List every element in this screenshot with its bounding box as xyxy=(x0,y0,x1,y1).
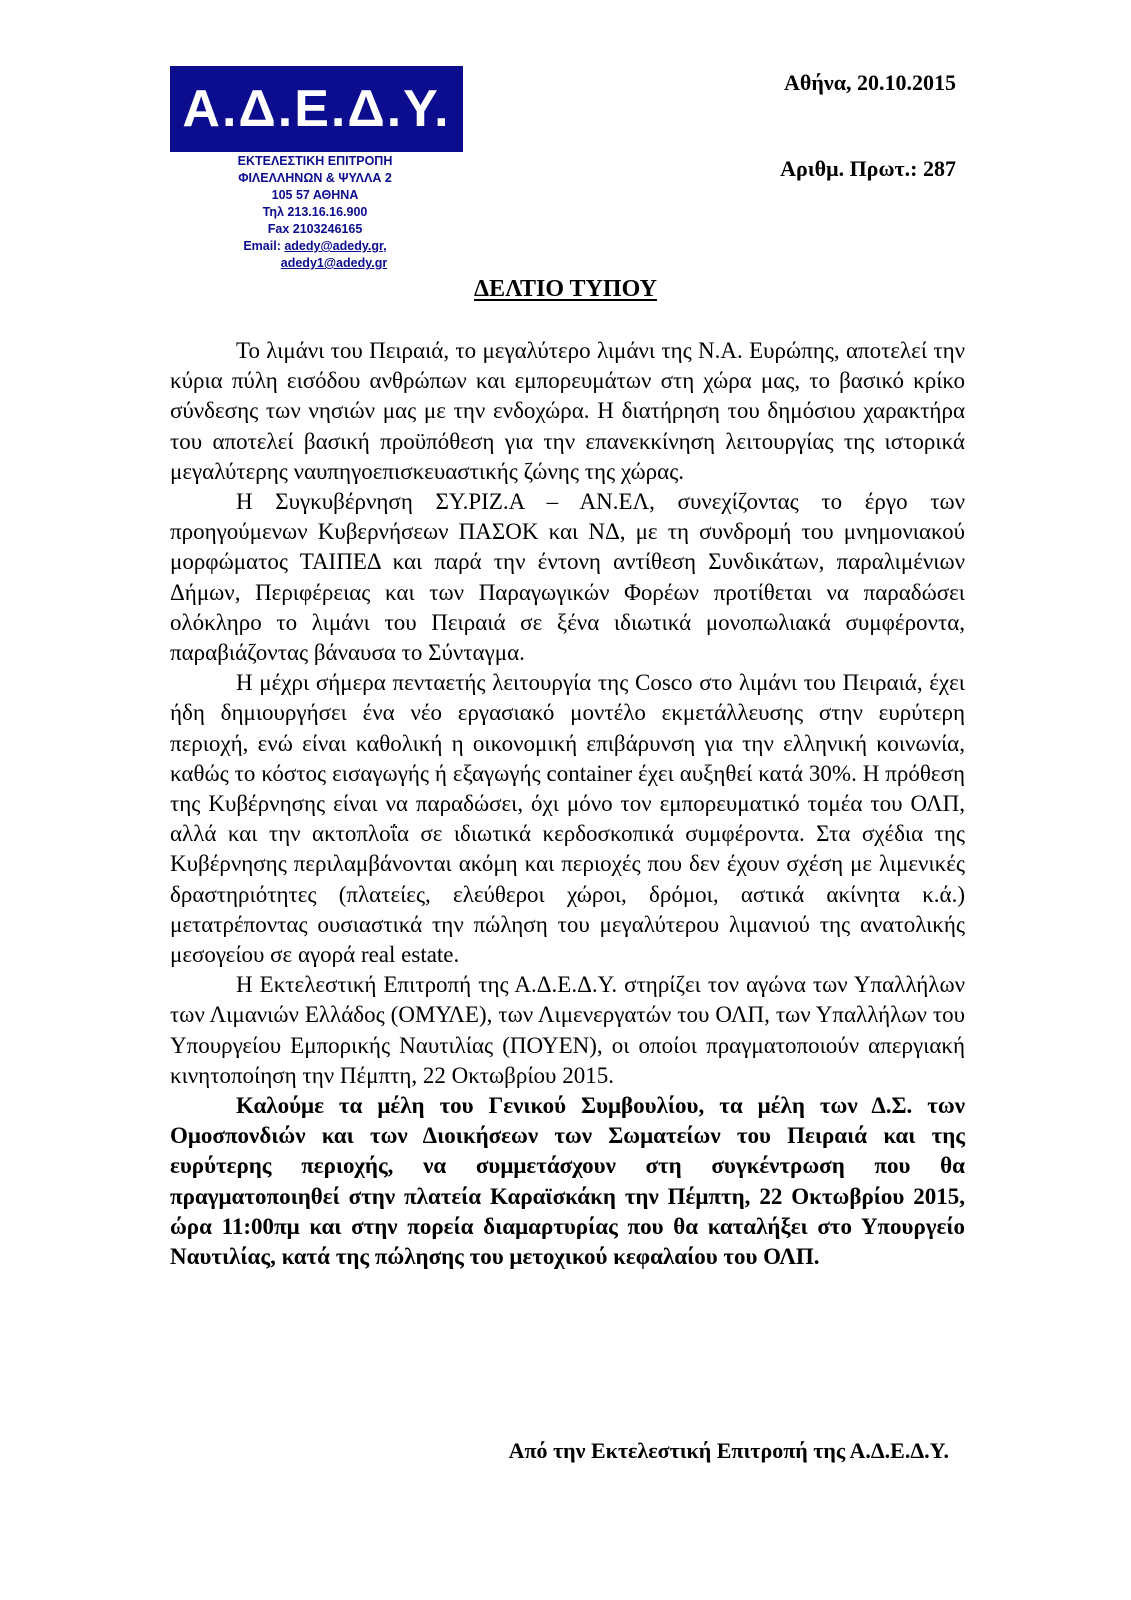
contact-phone: Τηλ 213.16.16.900 xyxy=(262,205,368,219)
contact-fax: Fax 2103246165 xyxy=(267,222,363,236)
email-link-secondary[interactable]: adedy1@adedy.gr xyxy=(280,256,388,270)
logo-text: Α.Δ.Ε.Δ.Υ. xyxy=(182,80,451,138)
press-release-body xyxy=(170,336,965,1272)
organization-logo xyxy=(170,66,463,152)
contact-city: 105 57 ΑΘΗΝΑ xyxy=(271,188,359,202)
call-to-action-paragraph: Καλούμε τα μέλη του Γενικού Συμβουλίου, τα μέλη των Δ.Σ. των Ομοσπονδιών και των Διοικήσεων των Σωματείων του Πειραιά και της ευρύτερης περιοχής, να συμμετάσχουν στη συγκέντρωση που θα πραγματοποιηθεί στην πλατεία Καραϊσκάκη την Πέμπτη, 22 Οκτωβρίου 2015, ώρα 11:00πμ και στην πορεία διαμαρτυρίας που θα καταλήξει στο Υπουργείο Ναυτιλίας, κατά της πώλησης του μετοχικού κεφαλαίου του ΟΛΠ. xyxy=(170,1093,965,1270)
protocol-number: Αριθμ. Πρωτ.: 287 xyxy=(780,156,956,181)
email-separator: , xyxy=(383,239,387,253)
contact-department: ΕΚΤΕΛΕΣΤΙΚΗ ΕΠΙΤΡΟΠΗ xyxy=(237,154,393,168)
page-title: ΔΕΛΤΙΟ ΤΥΠΟΥ xyxy=(474,276,657,302)
body-paragraph: Η Εκτελεστική Επιτροπή της Α.Δ.Ε.Δ.Υ. στηρίζει τον αγώνα των Υπαλλήλων των Λιμανιών Ελλάδος (ΟΜΥΛΕ), των Λιμενεργατών του ΟΛΠ, των Υπαλλήλων του Υπουργείου Εμπορικής Ναυτιλίας (ΠΟΥΕΝ), οι οποίοι πραγματοποιούν απεργιακή κινητοποίηση την Πέμπτη, 22 Οκτωβρίου 2015. xyxy=(170,972,965,1088)
body-paragraph: Η Συγκυβέρνηση ΣΥ.ΡΙΖ.Α – ΑΝ.ΕΛ, συνεχίζοντας το έργο των προηγούμενων Κυβερνήσεων ΠΑΣΟΚ και ΝΔ, με τη συνδρομή του μνημονιακού μορφώματος ΤΑΙΠΕΔ και παρά την έντονη αντίθεση Συνδικάτων, παραλιμένιων Δήμων, Περιφέρειας και των Παραγωγικών Φορέων προτίθεται να παραδώσει ολόκληρο το λιμάνι του Πειραιά σε ξένα ιδιωτικά μονοπωλιακά συμφέροντα, παραβιάζοντας βάναυσα το Σύνταγμα. xyxy=(170,489,965,666)
email-link-primary[interactable]: adedy@adedy.gr xyxy=(284,239,384,253)
contact-email-line xyxy=(170,238,460,255)
contact-block xyxy=(170,153,460,272)
document-date: Αθήνα, 20.10.2015 xyxy=(784,70,956,95)
body-paragraph: Το λιμάνι του Πειραιά, το μεγαλύτερο λιμάνι της Ν.Α. Ευρώπης, αποτελεί την κύρια πύλη εισόδου ανθρώπων και εμπορευμάτων στη χώρα μας, το βασικό κρίκο σύνδεσης των νησιών μας με την ενδοχώρα. Η διατήρηση του δημόσιου χαρακτήρα του αποτελεί βασική προϋπόθεση για την επανεκκίνηση λειτουργίας της ιστορικά μεγαλύτερης ναυπηγοεπισκευαστικής ζώνης της χώρας. xyxy=(170,338,965,484)
contact-email-line-2 xyxy=(170,255,460,272)
body-paragraph: Η μέχρι σήμερα πενταετής λειτουργία της Cosco στο λιμάνι του Πειραιά, έχει ήδη δημιουργήσει ένα νέο εργασιακό μοντέλο εκμετάλλευσης στην ευρύτερη περιοχή, ενώ είναι καθολική η οικονομική επιβάρυνση για την ελληνική κοινωνία, καθώς το κόστος εισαγωγής ή εξαγωγής container έχει αυξηθεί κατά 30%. Η πρόθεση της Κυβέρνησης είναι να παραδώσει, όχι μόνο τον εμπορευματικό τομέα του ΟΛΠ, αλλά και την ακτοπλοΐα σε ιδιωτικά κερδοσκοπικά συμφέροντα. Στα σχέδια της Κυβέρνησης περιλαμβάνονται ακόμη και περιοχές που δεν έχουν σχέση με λιμενικές δραστηριότητες (πλατείες, ελεύθεροι χώροι, δρόμοι, αστικά ακίνητα κ.ά.) μετατρέποντας ουσιαστικά την πώληση του μεγαλύτερου λιμανιού της ανατολικής μεσογείου σε αγορά real estate. xyxy=(170,670,965,968)
email-label: Email: xyxy=(243,239,285,253)
signature-line: Από την Εκτελεστική Επιτροπή της Α.Δ.Ε.Δ.Υ. xyxy=(508,1438,949,1463)
contact-street: ΦΙΛΕΛΛΗΝΩΝ & ΨΥΛΛΑ 2 xyxy=(238,171,392,185)
